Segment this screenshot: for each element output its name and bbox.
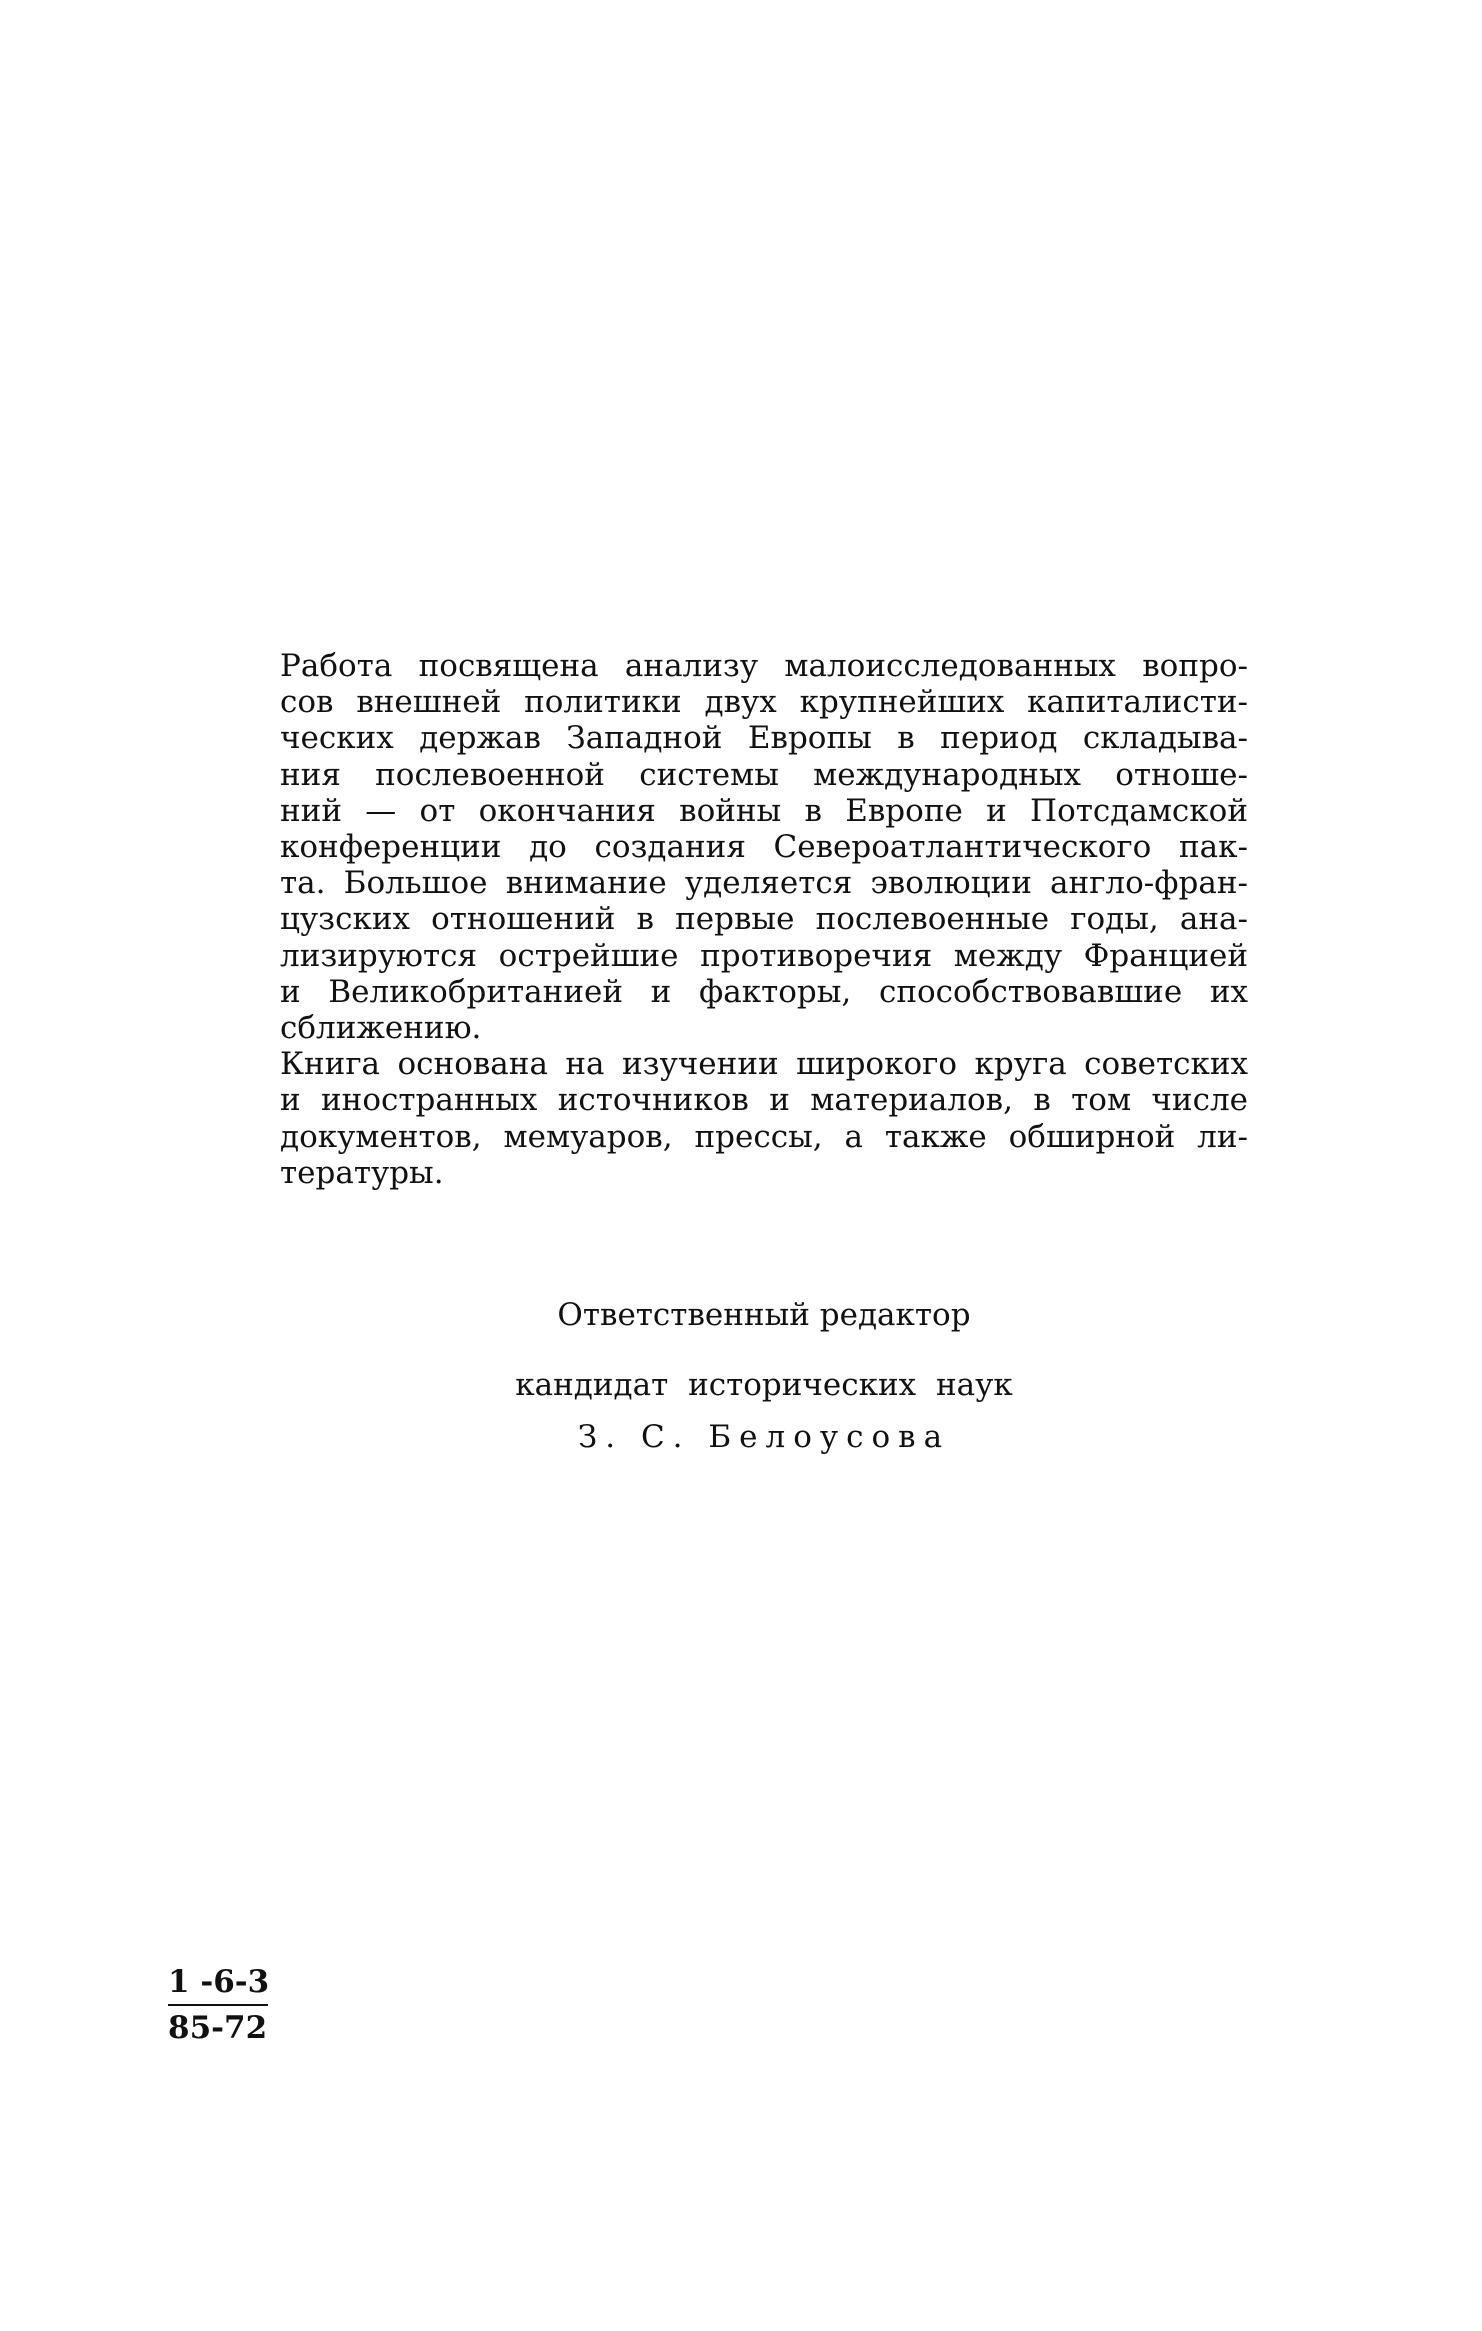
abstract-line: и Великобританией и факторы, способствовавшие их bbox=[280, 973, 1248, 1010]
abstract-line: сов внешней политики двух крупнейших капиталисти- bbox=[280, 684, 1248, 721]
responsible-editor-label: Ответственный редактор bbox=[557, 1297, 971, 1333]
abstract-line: ческих держав Западной Европы в период складыва- bbox=[280, 720, 1248, 757]
abstract-paragraph bbox=[280, 648, 1248, 1191]
abstract-line: Работа посвящена анализу малоисследованных вопро- bbox=[280, 648, 1248, 684]
abstract-line: та. Большое внимание уделяется эволюции англо-фран- bbox=[280, 865, 1248, 902]
editor-degree: кандидат исторических наук bbox=[515, 1367, 1013, 1403]
abstract-line: ния послевоенной системы международных отноше- bbox=[280, 756, 1248, 793]
abstract-line: тературы. bbox=[280, 1154, 444, 1191]
index-code-denominator: 85-72 bbox=[168, 2010, 268, 2046]
abstract-line: конференции до создания Североатлантического пак- bbox=[280, 829, 1248, 866]
abstract-line: цузских отношений в первые послевоенные годы, ана- bbox=[280, 901, 1248, 938]
abstract-line: ний — от окончания войны в Европе и Потсдамской bbox=[280, 792, 1248, 829]
publication-index-code bbox=[168, 1962, 269, 2048]
abstract-line: документов, мемуаров, прессы, а также обширной ли- bbox=[280, 1118, 1248, 1155]
abstract-line: сближению. bbox=[280, 1010, 482, 1047]
editor-name: З. С. Белоусова bbox=[577, 1419, 951, 1455]
abstract-line: Книга основана на изучении широкого круга советских bbox=[280, 1046, 1248, 1083]
abstract-line: лизируются острейшие противоречия между Францией bbox=[280, 937, 1248, 974]
abstract-line: и иностранных источников и материалов, в том числе bbox=[280, 1082, 1248, 1119]
index-code-numerator: 1 -6-3 bbox=[168, 1964, 270, 2000]
